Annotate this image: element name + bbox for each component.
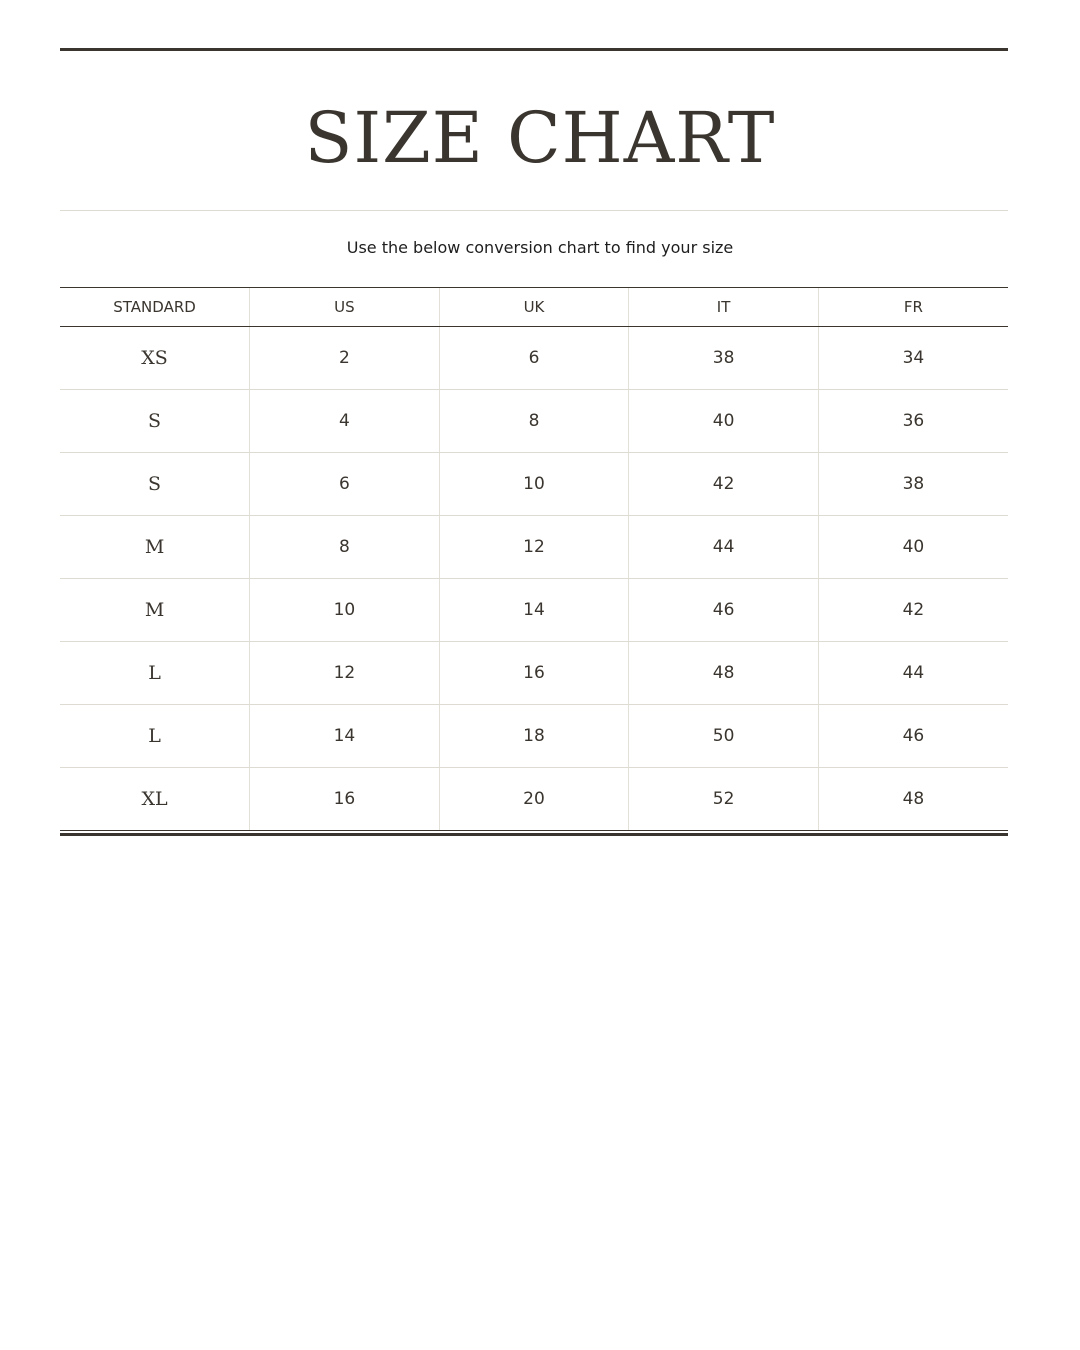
- cell-it: 42: [629, 453, 819, 516]
- cell-uk: 8: [439, 390, 629, 453]
- cell-us: 6: [250, 453, 440, 516]
- cell-it: 48: [629, 642, 819, 705]
- size-chart-table: [60, 287, 1008, 831]
- cell-uk: 20: [439, 768, 629, 831]
- bottom-divider: [60, 833, 1008, 836]
- table-row: [60, 768, 1008, 831]
- cell-uk: 10: [439, 453, 629, 516]
- column-header-standard: STANDARD: [60, 288, 250, 327]
- cell-standard: M: [60, 579, 250, 642]
- page-subtitle: Use the below conversion chart to find your size: [346, 238, 734, 257]
- table-row: [60, 453, 1008, 516]
- cell-uk: 18: [439, 705, 629, 768]
- cell-standard: XL: [60, 768, 250, 831]
- cell-it: 44: [629, 516, 819, 579]
- cell-standard: S: [60, 453, 250, 516]
- cell-it: 38: [629, 327, 819, 390]
- table-row: [60, 516, 1008, 579]
- cell-standard: S: [60, 390, 250, 453]
- cell-it: 46: [629, 579, 819, 642]
- cell-fr: 36: [818, 390, 1008, 453]
- table-row: [60, 327, 1008, 390]
- cell-fr: 48: [818, 768, 1008, 831]
- cell-uk: 16: [439, 642, 629, 705]
- cell-it: 52: [629, 768, 819, 831]
- page-title: SIZE CHART: [304, 97, 776, 179]
- cell-us: 14: [250, 705, 440, 768]
- cell-fr: 46: [818, 705, 1008, 768]
- column-header-it: IT: [629, 288, 819, 327]
- table-header-row: [60, 288, 1008, 327]
- column-header-us: US: [250, 288, 440, 327]
- cell-fr: 42: [818, 579, 1008, 642]
- cell-standard: XS: [60, 327, 250, 390]
- title-divider: [60, 210, 1008, 211]
- cell-us: 10: [250, 579, 440, 642]
- cell-standard: L: [60, 642, 250, 705]
- column-header-fr: FR: [818, 288, 1008, 327]
- cell-fr: 38: [818, 453, 1008, 516]
- table-row: [60, 579, 1008, 642]
- cell-fr: 44: [818, 642, 1008, 705]
- cell-standard: M: [60, 516, 250, 579]
- top-divider: [60, 48, 1008, 51]
- cell-it: 40: [629, 390, 819, 453]
- table-row: [60, 390, 1008, 453]
- cell-us: 2: [250, 327, 440, 390]
- cell-us: 4: [250, 390, 440, 453]
- cell-fr: 34: [818, 327, 1008, 390]
- cell-us: 16: [250, 768, 440, 831]
- cell-uk: 14: [439, 579, 629, 642]
- cell-standard: L: [60, 705, 250, 768]
- table-row: [60, 705, 1008, 768]
- cell-fr: 40: [818, 516, 1008, 579]
- cell-it: 50: [629, 705, 819, 768]
- cell-us: 8: [250, 516, 440, 579]
- table-row: [60, 642, 1008, 705]
- column-header-uk: UK: [439, 288, 629, 327]
- cell-uk: 12: [439, 516, 629, 579]
- cell-uk: 6: [439, 327, 629, 390]
- cell-us: 12: [250, 642, 440, 705]
